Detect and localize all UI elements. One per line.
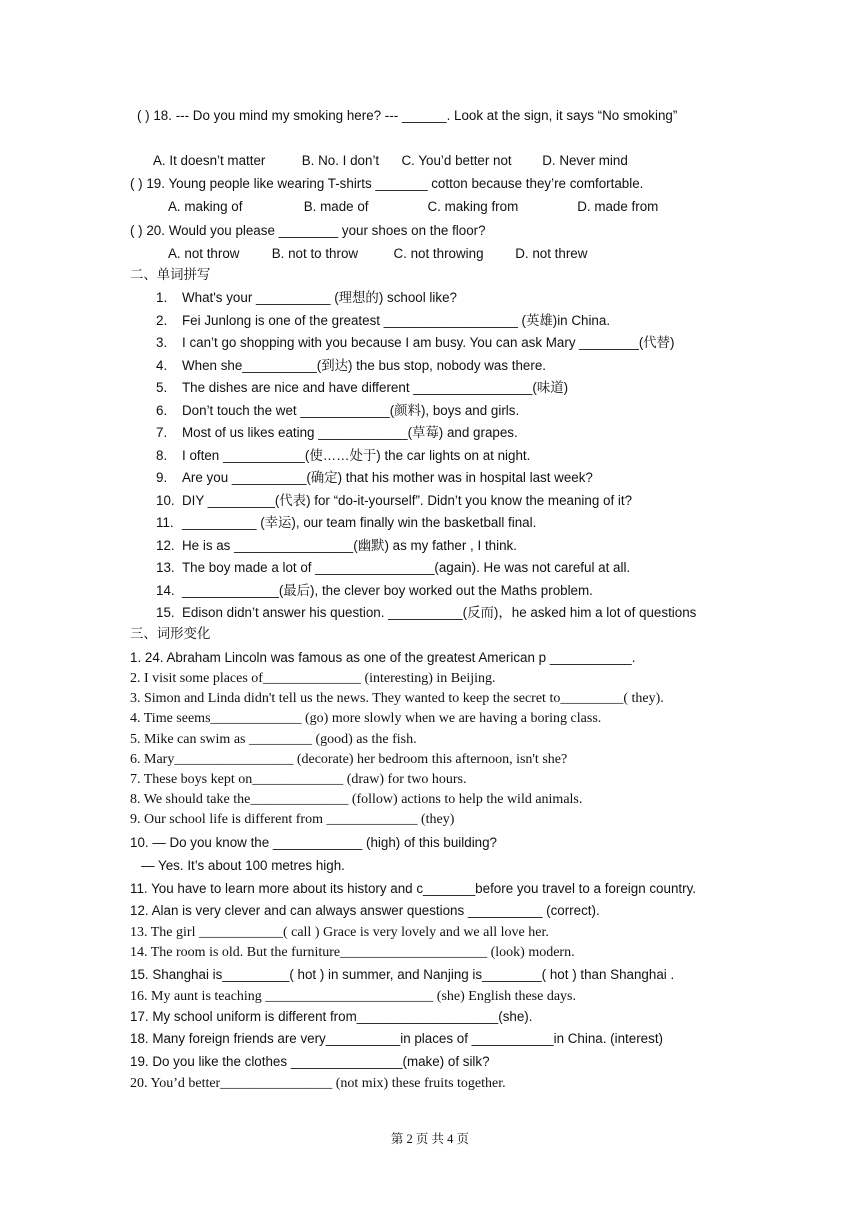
item-number: 6.: [156, 403, 168, 418]
item-text: I often ___________(使……处于) the car lights on at night.: [182, 448, 531, 463]
list-item: 12. Alan is very clever and can always answer questions __________ (correct).: [130, 903, 600, 918]
item-number: 10.: [156, 493, 175, 508]
question-18-options: [153, 152, 628, 170]
list-item: [156, 334, 675, 352]
list-item: [156, 469, 593, 487]
item-text: The dishes are nice and have different ________________(味道): [182, 380, 569, 395]
option-b: B. made of: [303, 199, 369, 214]
item-text: What's your __________ (理想的) school like?: [182, 290, 457, 305]
question-18: ( ) 18. --- Do you mind my smoking here? --- ______. Look at the sign, it says “No smoking”: [137, 108, 678, 123]
list-item: 18. Many foreign friends are very__________in places of ___________in China. (interest): [130, 1031, 663, 1046]
item-text: He is as ________________(幽默) as my father , I think.: [182, 538, 517, 553]
item-number: 11.: [156, 515, 174, 530]
option-d: D. Never mind: [542, 153, 628, 168]
item-text: Fei Junlong is one of the greatest __________________ (英雄)in China.: [182, 313, 611, 328]
section-heading: 二、单词拼写: [130, 268, 211, 283]
item-text: Are you __________(确定) that his mother was in hospital last week?: [182, 470, 593, 485]
item-text: Most of us likes eating ____________(草莓) and grapes.: [182, 425, 518, 440]
list-item: [156, 379, 568, 397]
list-item: [156, 357, 546, 375]
item-text: Don’t touch the wet ____________(颜料), boys and girls.: [182, 403, 520, 418]
list-item: 5. Mike can swim as _________ (good) as the fish.: [130, 732, 417, 747]
list-item: 9. Our school life is different from _____________ (they): [130, 812, 455, 827]
list-item: 7. These boys kept on_____________ (draw) for two hours.: [130, 772, 467, 787]
option-c: C. You’d better not: [401, 153, 512, 168]
option-b: B. not to throw: [271, 246, 359, 261]
item-number: 8.: [156, 448, 168, 463]
option-c: C. not throwing: [393, 246, 484, 261]
list-item: [156, 312, 610, 330]
item-text: I can’t go shopping with you because I am busy. You can ask Mary ________(代替): [182, 335, 675, 350]
section-heading: 三、词形变化: [130, 627, 211, 642]
option-c: C. making from: [427, 199, 519, 214]
list-item: [156, 492, 632, 510]
list-item: 1. 24. Abraham Lincoln was famous as one of the greatest American p ___________.: [130, 650, 636, 665]
list-item: [156, 582, 593, 600]
list-item: [156, 514, 536, 532]
item-text: _____________(最后), the clever boy worked out the Maths problem.: [182, 583, 593, 598]
option-a: A. It doesn’t matter: [153, 153, 266, 168]
question-20-options: [168, 245, 587, 263]
item-number: 1.: [156, 290, 168, 305]
list-item: 20. You’d better________________ (not mix) these fruits together.: [130, 1076, 506, 1091]
question-20: ( ) 20. Would you please ________ your shoes on the floor?: [130, 223, 486, 238]
page-footer: 第 2 页 共 4 页: [390, 1132, 470, 1146]
item-number: 13.: [156, 560, 175, 575]
list-item: 6. Mary_________________ (decorate) her bedroom this afternoon, isn't she?: [130, 752, 568, 767]
question-19-options: [168, 198, 658, 216]
list-item: 3. Simon and Linda didn't tell us the news. They wanted to keep the secret to_________( they).: [130, 691, 664, 706]
list-item: [156, 537, 517, 555]
item-text: The boy made a lot of ________________(again). He was not careful at all.: [182, 560, 631, 575]
list-item: [156, 559, 630, 577]
item-number: 12.: [156, 538, 175, 553]
list-item: [156, 424, 518, 442]
item-number: 15.: [156, 605, 175, 620]
list-item: [156, 604, 696, 622]
item-number: 3.: [156, 335, 168, 350]
item-number: 2.: [156, 313, 168, 328]
question-19: ( ) 19. Young people like wearing T-shirts _______ cotton because they’re comfortable.: [130, 176, 644, 191]
list-item: 2. I visit some places of______________ (interesting) in Beijing.: [130, 671, 496, 686]
item-number: 4.: [156, 358, 168, 373]
option-d: D. made from: [577, 199, 659, 214]
list-item: 11. You have to learn more about its history and c_______before you travel to a foreign country.: [130, 881, 696, 896]
item-text: When she__________(到达) the bus stop, nobody was there.: [182, 358, 547, 373]
option-a: A. making of: [168, 199, 243, 214]
option-b: B. No. I don’t: [301, 153, 380, 168]
list-item: [156, 289, 457, 307]
list-item: 19. Do you like the clothes _______________(make) of silk?: [130, 1054, 490, 1069]
list-item: [156, 402, 519, 420]
item-number: 7.: [156, 425, 168, 440]
item-text: __________ (幸运), our team finally win the basketball final.: [182, 515, 537, 530]
list-item: 13. The girl ____________( call ) Grace is very lovely and we all love her.: [130, 925, 549, 940]
item-text: Edison didn’t answer his question. __________(反而)，he asked him a lot of questions: [182, 605, 697, 620]
option-d: D. not threw: [515, 246, 588, 261]
list-item: — Yes. It’s about 100 metres high.: [130, 858, 345, 873]
list-item: 17. My school uniform is different from___________________(she).: [130, 1009, 533, 1024]
list-item: 15. Shanghai is_________( hot ) in summer, and Nanjing is________( hot ) than Shanghai .: [130, 967, 675, 982]
item-number: 9.: [156, 470, 168, 485]
list-item: 14. The room is old. But the furniture_____________________ (look) modern.: [130, 945, 575, 960]
list-item: [156, 447, 530, 465]
list-item: 4. Time seems_____________ (go) more slowly when we are having a boring class.: [130, 711, 602, 726]
list-item: 10. — Do you know the ____________ (high) of this building?: [130, 835, 498, 850]
list-item: 16. My aunt is teaching ________________________ (she) English these days.: [130, 989, 577, 1004]
list-item: 8. We should take the______________ (follow) actions to help the wild animals.: [130, 792, 583, 807]
item-number: 5.: [156, 380, 168, 395]
option-a: A. not throw: [168, 246, 240, 261]
item-text: DIY _________(代表) for “do-it-yourself”. Didn’t you know the meaning of it?: [182, 493, 633, 508]
item-number: 14.: [156, 583, 175, 598]
